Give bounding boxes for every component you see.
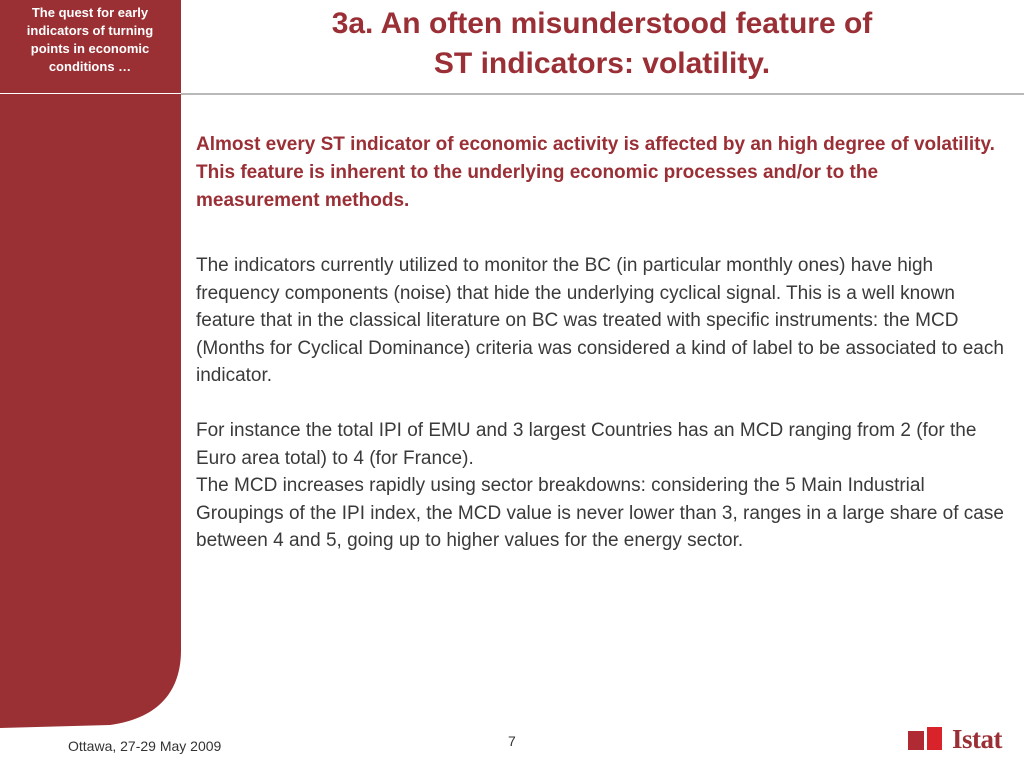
sidebar-title: The quest for early indicators of turning points in economic conditions …: [26, 5, 154, 74]
body-paragraph-3: The MCD increases rapidly using sector breakdowns: considering the 5 Main Industrial Groupings of the IPI index, the MCD value is never lower than 3, ranges in a large share of case between 4 and 5, going up to higher values for the energy sector.: [196, 475, 1004, 551]
body-paragraph-2: For instance the total IPI of EMU and 3 largest Countries has an MCD ranging from 2 (for the Euro area total) to 4 (for France).: [196, 420, 977, 469]
footer-location-date: Ottawa, 27-29 May 2009: [68, 738, 222, 754]
lead-paragraph: Almost every ST indicator of economic activity is affected by an high degree of volatility. This feature is inherent to the underlying economic processes and/or to the measurement methods.: [196, 134, 995, 211]
slide-title-line-2: ST indicators: volatility.: [433, 47, 771, 80]
header-rule: [181, 93, 1024, 95]
istat-logo-text: Istat: [952, 724, 1002, 754]
istat-logo-icon: [906, 724, 950, 754]
sidebar-panel: [0, 0, 200, 768]
paragraph-spacer: [196, 390, 1011, 418]
slide-title-line-1: 3a. An often misunderstood feature of: [331, 7, 873, 40]
sidebar-divider: [0, 93, 181, 94]
slide-title: [196, 4, 1008, 84]
body-text: [196, 252, 1011, 555]
page-number: 7: [508, 733, 516, 749]
istat-logo: [906, 724, 1006, 754]
body-paragraph-1: The indicators currently utilized to monitor the BC (in particular monthly ones) have high frequency components (noise) that hide the underlying cyclical signal. This is a well known feature that in the classical literature on BC was treated with specific instruments: the MCD (Months for Cyclical Dominance) criteria was considered a kind of label to be associated to each indicator.: [196, 255, 1004, 386]
